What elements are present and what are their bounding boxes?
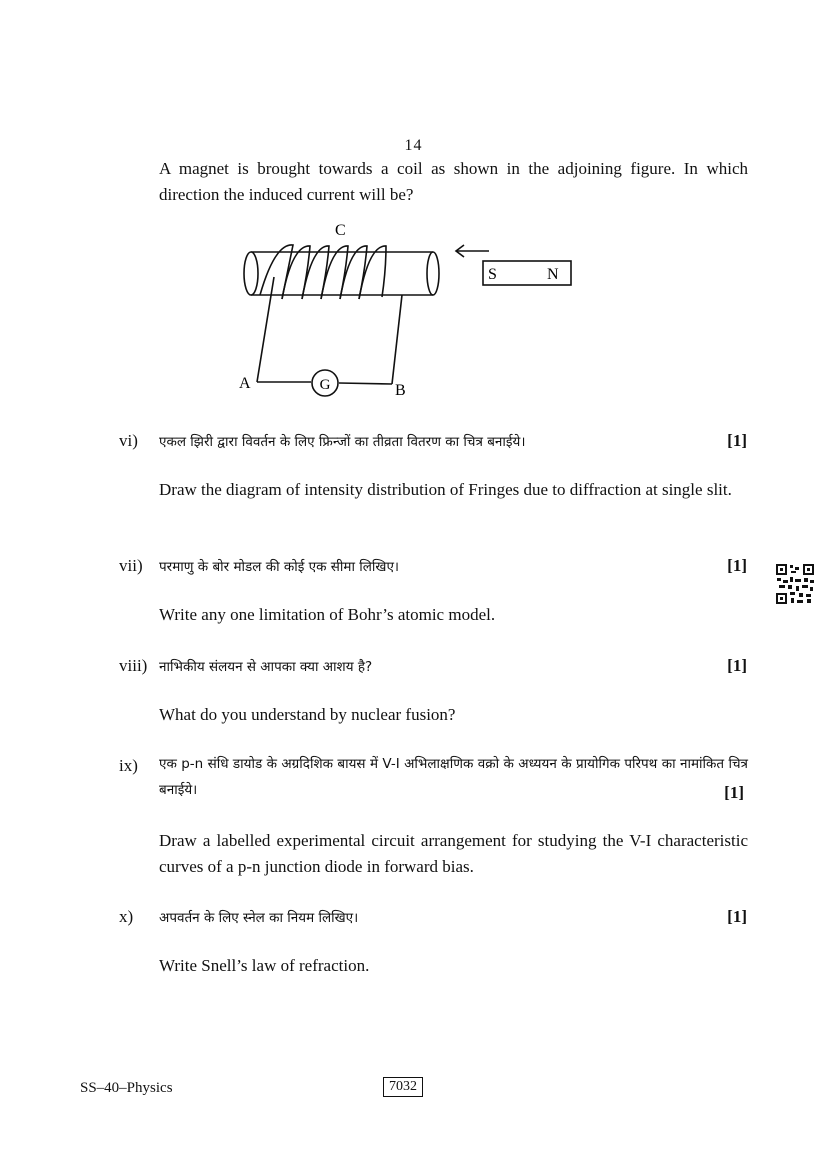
question-viii-marks: [1] [727,656,747,675]
question-vii-marks: [1] [727,556,747,575]
question-number-viii: viii) [119,656,148,675]
magnet-south: S [488,266,497,283]
question-x-english: Write Snell’s law of refraction. [159,956,370,975]
question-viii-english: What do you understand by nuclear fusion? [159,705,456,724]
question-ix-english: Draw a labelled experimental circuit arrangement for studying the V-I characteristic curves of a p-n junction diode in forward bias. [159,831,748,876]
question-x-marks: [1] [727,907,747,926]
magnet-north: N [547,266,559,283]
terminal-label-a: A [239,375,251,392]
galvanometer-label: G [319,377,331,393]
question-ix-hindi: एक p-n संधि डायोड के अग्रदिशिक बायस में V-I अभिलाक्षणिक वक्रो के अध्ययन के प्रायोगिक परिपथ का नामांकित चित्र बनाईये। [159,756,748,798]
footer-paper-code: 7032 [383,1077,423,1097]
question-vii-hindi: परमाणु के बोर मोडल की कोई एक सीमा लिखिए। [159,559,400,575]
question-vi-english: Draw the diagram of intensity distribution of Fringes due to diffraction at single slit. [159,480,732,499]
qr-code-image [776,564,814,604]
question-number-vii: vii) [119,556,143,575]
question-vi-hindi: एकल झिरी द्वारा विवर्तन के लिए फ्रिन्जों का तीव्रता वितरण का चित्र बनाईये। [159,434,526,450]
question-ix-marks: [1] [724,783,744,802]
page-number: 14 [404,137,423,154]
question-vi-marks: [1] [727,431,747,450]
terminal-label-b: B [395,382,406,399]
question-number-vi: vi) [119,431,138,450]
question-number-ix: ix) [119,756,138,775]
intro-question: A magnet is brought towards a coil as shown in the adjoining figure. In which direction the induced current will be? [159,159,748,204]
magnet-coil-figure [230,215,590,405]
question-viii-hindi: नाभिकीय संलयन से आपका क्या आशय है? [159,659,373,675]
coil-label-c: C [335,222,346,239]
question-vii-english: Write any one limitation of Bohr’s atomic model. [159,605,496,624]
footer-subject: SS–40–Physics [80,1080,173,1096]
question-x-hindi: अपवर्तन के लिए स्नेल का नियम लिखिए। [159,910,359,926]
question-number-x: x) [119,907,134,926]
